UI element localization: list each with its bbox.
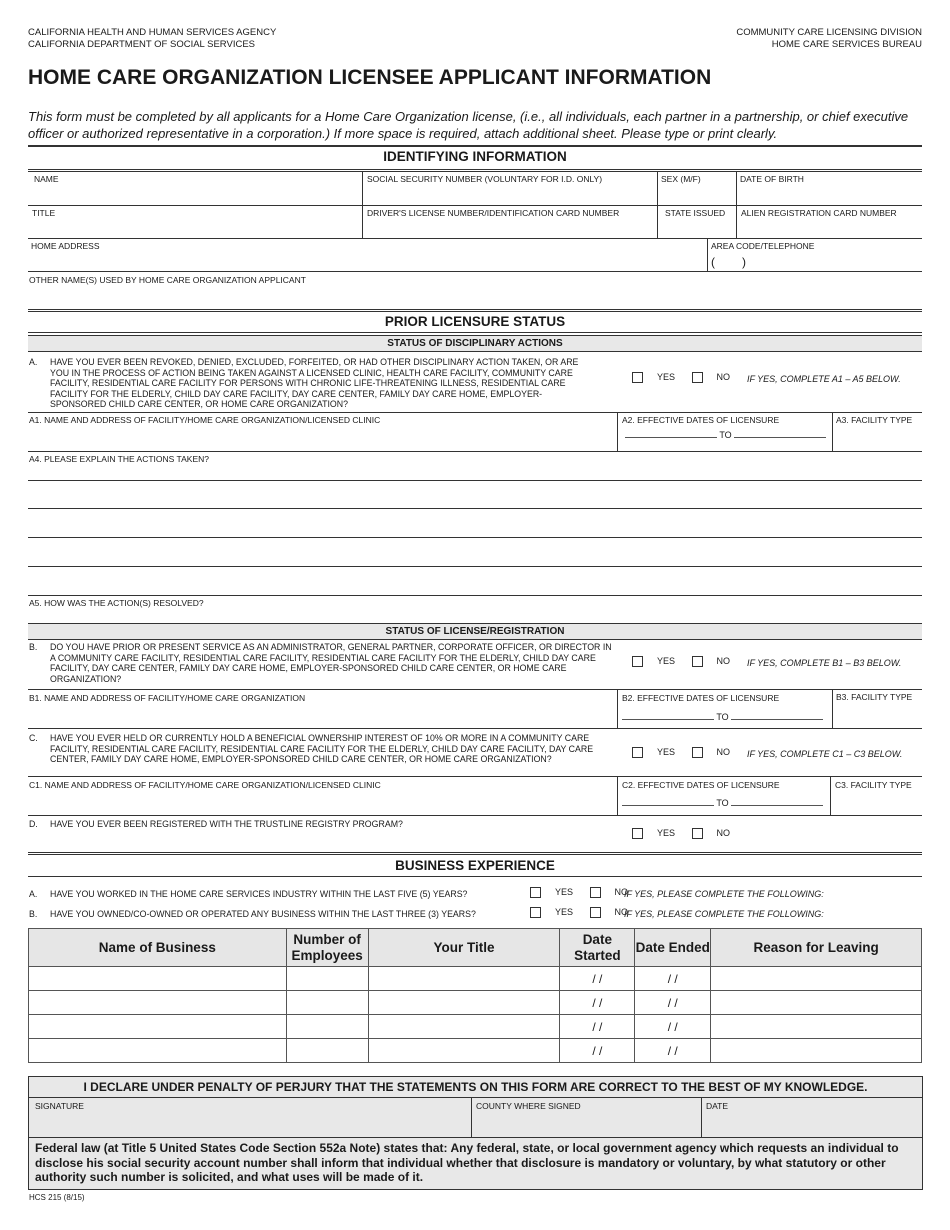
a2-field[interactable]: A2. EFFECTIVE DATES OF LICENSURE [622, 415, 780, 425]
question-a-letter: A. [29, 357, 38, 367]
county-field[interactable]: COUNTY WHERE SIGNED [476, 1101, 581, 1111]
table-cell[interactable] [29, 1015, 287, 1039]
business-b-yes-checkbox[interactable] [530, 907, 541, 918]
to-label: TO [719, 430, 732, 440]
home-address-field[interactable]: HOME ADDRESS [31, 241, 100, 251]
table-cell[interactable] [368, 967, 560, 991]
yes-label: YES [555, 907, 574, 917]
telephone-field[interactable]: AREA CODE/TELEPHONE [711, 241, 815, 251]
yes-label: YES [657, 656, 676, 666]
question-c-no-checkbox[interactable] [692, 747, 703, 758]
question-d-letter: D. [29, 819, 38, 829]
no-label: NO [614, 887, 629, 897]
disciplinary-heading: STATUS OF DISCIPLINARY ACTIONS [28, 335, 922, 352]
yes-label: YES [555, 887, 574, 897]
other-names-field[interactable]: OTHER NAME(S) USED BY HOME CARE ORGANIZATION APPLICANT [29, 275, 306, 285]
declaration-statement: I DECLARE UNDER PENALTY OF PERJURY THAT THE STATEMENTS ON THIS FORM ARE CORRECT TO THE BEST OF MY KNOWLEDGE. [83, 1080, 868, 1094]
sex-field[interactable]: SEX (M/F) [661, 174, 701, 184]
question-a-ifyes: IF YES, COMPLETE A1 – A5 BELOW. [747, 374, 901, 384]
dob-field[interactable]: DATE OF BIRTH [740, 174, 804, 184]
table-row [29, 1039, 922, 1063]
to-label: TO [716, 712, 729, 722]
a2-dates [625, 429, 826, 440]
question-b-ifyes: IF YES, COMPLETE B1 – B3 BELOW. [747, 658, 902, 668]
table-cell[interactable] [29, 1039, 287, 1063]
ssn-field[interactable]: SOCIAL SECURITY NUMBER (VOLUNTARY FOR I.D. ONLY) [367, 174, 603, 184]
business-question-b: HAVE YOU OWNED/CO-OWNED OR OPERATED ANY BUSINESS WITHIN THE LAST THREE (3) YEARS? [50, 909, 476, 919]
question-d-no-checkbox[interactable] [692, 828, 703, 839]
question-c-options [632, 747, 744, 758]
column-header: Number of Employees [286, 929, 368, 967]
agency-name [28, 27, 276, 50]
agency-line-1: CALIFORNIA HEALTH AND HUMAN SERVICES AGENCY [28, 27, 277, 38]
a5-field[interactable]: A5. HOW WAS THE ACTION(S) RESOLVED? [29, 598, 204, 608]
b2-dates [622, 711, 823, 722]
date-started-cell[interactable]: / / [560, 1039, 635, 1063]
business-experience-table [28, 928, 922, 1063]
column-header: Reason for Leaving [711, 929, 922, 967]
question-c-yes-checkbox[interactable] [632, 747, 643, 758]
a4-field[interactable]: A4. PLEASE EXPLAIN THE ACTIONS TAKEN? [29, 454, 209, 464]
agency-line-2: CALIFORNIA DEPARTMENT OF SOCIAL SERVICES [28, 38, 255, 50]
question-c: HAVE YOU EVER HELD OR CURRENTLY HOLD A BENEFICIAL OWNERSHIP INTEREST OF 10% OR MORE IN A COMMUNITY CARE FACILITY, RESIDENTIAL CARE FACILITY, RESIDENTIAL CARE FACILITY FOR THE ELDERLY, CHILD DAY CARE FACILITY, DAY CARE CENTER, FAMILY DAY CARE HOME, EMPLOYER-SPONSORED CHILD CARE CENTER, OR HOME CARE ORGANIZATION? [50, 733, 594, 764]
division-line-2: HOME CARE SERVICES BUREAU [771, 38, 922, 50]
table-cell[interactable] [286, 991, 368, 1015]
question-b-no-checkbox[interactable] [692, 656, 703, 667]
date-ended-cell[interactable]: / / [635, 1039, 711, 1063]
question-c-ifyes: IF YES, COMPLETE C1 – C3 BELOW. [747, 749, 903, 759]
signature-field[interactable]: SIGNATURE [35, 1101, 84, 1111]
date-ended-cell[interactable]: / / [635, 1015, 711, 1039]
table-cell[interactable] [711, 967, 922, 991]
alien-registration-field[interactable]: ALIEN REGISTRATION CARD NUMBER [741, 208, 897, 218]
date-started-cell[interactable]: / / [560, 1015, 635, 1039]
question-d: HAVE YOU EVER BEEN REGISTERED WITH THE TRUSTLINE REGISTRY PROGRAM? [50, 819, 403, 829]
c2-dates [622, 797, 823, 808]
column-header: Date Started [560, 929, 635, 967]
date-started-cell[interactable]: / / [560, 967, 635, 991]
date-started-cell[interactable]: / / [560, 991, 635, 1015]
prior-licensure-heading: PRIOR LICENSURE STATUS [384, 314, 566, 329]
state-issued-field[interactable]: STATE ISSUED [665, 208, 726, 218]
question-b-yes-checkbox[interactable] [632, 656, 643, 667]
question-d-options [632, 828, 744, 839]
b3-field[interactable]: B3. FACILITY TYPE [836, 692, 913, 702]
federal-law-notice: Federal law (at Title 5 United States Code Section 552a Note) states that: Any federal, state, or local government agency which requests an individual to disclose his social security account number shall inform that individual whether that disclosure is mandatory or voluntary, by what statutory or other authority such number is solicited, and what uses will be made of it. [35, 1141, 899, 1184]
no-label: NO [716, 656, 731, 666]
business-a-yes-checkbox[interactable] [530, 887, 541, 898]
yes-label: YES [657, 372, 676, 382]
phone-paren-open: ( [711, 255, 715, 269]
business-b-no-checkbox[interactable] [590, 907, 601, 918]
no-label: NO [716, 747, 731, 757]
title-field[interactable]: TITLE [32, 208, 56, 218]
business-question-a: HAVE YOU WORKED IN THE HOME CARE SERVICES INDUSTRY WITHIN THE LAST FIVE (5) YEARS? [50, 889, 468, 899]
business-experience-heading: BUSINESS EXPERIENCE [395, 858, 555, 873]
drivers-license-field[interactable]: DRIVER'S LICENSE NUMBER/IDENTIFICATION CARD NUMBER [367, 208, 620, 218]
form-number: HCS 215 (8/15) [29, 1193, 85, 1202]
table-header-row [29, 929, 922, 967]
business-question-a-letter: A. [29, 889, 38, 899]
question-a-options [632, 372, 744, 383]
division-name [736, 27, 922, 50]
to-label: TO [716, 798, 729, 808]
column-header: Date Ended [635, 929, 711, 967]
question-d-yes-checkbox[interactable] [632, 828, 643, 839]
question-c-letter: C. [29, 733, 38, 743]
a3-field[interactable]: A3. FACILITY TYPE [836, 415, 913, 425]
question-b-letter: B. [29, 642, 38, 652]
table-cell[interactable] [368, 1039, 560, 1063]
table-row [29, 967, 922, 991]
business-a-no-checkbox[interactable] [590, 887, 601, 898]
c1-field[interactable]: C1. NAME AND ADDRESS OF FACILITY/HOME CARE ORGANIZATION/LICENSED CLINIC [29, 780, 381, 790]
name-field[interactable]: NAME [34, 174, 59, 184]
c3-field[interactable]: C3. FACILITY TYPE [835, 780, 912, 790]
no-label: NO [716, 828, 731, 838]
license-registration-heading: STATUS OF LICENSE/REGISTRATION [28, 623, 922, 640]
table-cell[interactable] [368, 1015, 560, 1039]
page-title: HOME CARE ORGANIZATION LICENSEE APPLICANT INFORMATION [28, 66, 712, 89]
question-a: HAVE YOU EVER BEEN REVOKED, DENIED, EXCLUDED, FORFEITED, OR HAD OTHER DISCIPLINARY ACTION TAKEN, OR ARE YOU IN THE PROCESS OF ACTION BEING TAKEN AGAINST A LICENSED CLINIC, HEALTH CARE FACILITY, COMMUNITY CARE FACILITY, RESIDENTIAL CARE FACILITY FOR PERSONS WITH CHRONIC LIFE-THREATENING ILLNESS, RESIDENTIAL CARE FACILITY FOR THE ELDERLY, CHILD DAY CARE FACILITY, DAY CARE CENTER, FAMILY DAY CARE HOME, EMPLOYER-SPONSORED CHILD CARE CENTER, OR HOME CARE ORGANIZATION? [50, 357, 579, 409]
yes-label: YES [657, 828, 676, 838]
business-question-b-ifyes: IF YES, PLEASE COMPLETE THE FOLLOWING: [624, 909, 824, 919]
business-question-b-letter: B. [29, 909, 38, 919]
division-line-1: COMMUNITY CARE LICENSING DIVISION [736, 27, 922, 38]
table-cell[interactable] [286, 967, 368, 991]
question-b: DO YOU HAVE PRIOR OR PRESENT SERVICE AS AN ADMINISTRATOR, GENERAL PARTNER, CORPORATE OFFICER, OR DIRECTOR IN A COMMUNITY CARE FACILITY, RESIDENTIAL CARE FACILITY, RESIDENTIAL CARE FACILITY FOR THE ELDERLY, CHILD DAY CARE FACILITY, DAY CARE CENTER, FAMILY DAY CARE HOME, EMPLOYER-SPONSORED CHILD CARE CENTER, OR HOME CARE ORGANIZATION? [50, 642, 612, 684]
a1-field[interactable]: A1. NAME AND ADDRESS OF FACILITY/HOME CARE ORGANIZATION/LICENSED CLINIC [29, 415, 381, 425]
column-header: Your Title [368, 929, 560, 967]
column-header: Name of Business [29, 929, 287, 967]
question-a-no-checkbox[interactable] [692, 372, 703, 383]
b1-field[interactable]: B1. NAME AND ADDRESS OF FACILITY/HOME CARE ORGANIZATION [29, 693, 306, 703]
table-cell[interactable] [29, 991, 287, 1015]
identifying-heading: IDENTIFYING INFORMATION [383, 149, 567, 164]
table-row [29, 991, 922, 1015]
table-cell[interactable] [286, 1015, 368, 1039]
date-field[interactable]: DATE [706, 1101, 729, 1111]
date-ended-cell[interactable]: / / [635, 991, 711, 1015]
table-cell[interactable] [711, 1015, 922, 1039]
table-cell[interactable] [29, 967, 287, 991]
table-cell[interactable] [711, 1039, 922, 1063]
table-cell[interactable] [286, 1039, 368, 1063]
question-a-yes-checkbox[interactable] [632, 372, 643, 383]
no-label: NO [716, 372, 731, 382]
table-cell[interactable] [711, 991, 922, 1015]
no-label: NO [614, 907, 629, 917]
question-b-options [632, 656, 744, 667]
yes-label: YES [657, 747, 676, 757]
table-row [29, 1015, 922, 1039]
date-ended-cell[interactable]: / / [635, 967, 711, 991]
phone-paren-close: ) [742, 255, 746, 269]
b2-field[interactable]: B2. EFFECTIVE DATES OF LICENSURE [622, 693, 780, 703]
c2-field[interactable]: C2. EFFECTIVE DATES OF LICENSURE [622, 780, 780, 790]
table-cell[interactable] [368, 991, 560, 1015]
instructions: This form must be completed by all applicants for a Home Care Organization license, (i.e., all individuals, each partner in a partnership, or chief executive officer or authorized representative in a corporation.) If more space is required, attach additional sheet. Please type or print clearly. [28, 109, 909, 141]
declaration-box [28, 1076, 923, 1190]
business-question-a-ifyes: IF YES, PLEASE COMPLETE THE FOLLOWING: [624, 889, 824, 899]
